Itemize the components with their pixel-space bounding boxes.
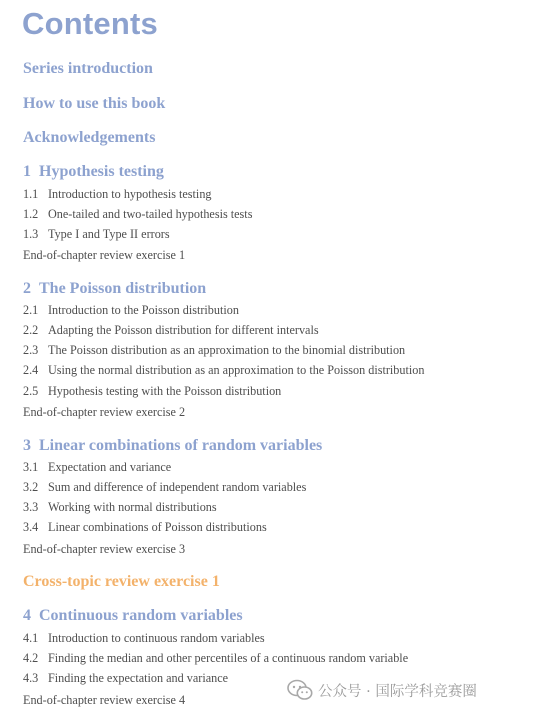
- toc-series-introduction[interactable]: Series introduction: [23, 60, 153, 77]
- section-number: 4.2: [23, 651, 39, 665]
- section-number: 4.1: [23, 631, 39, 645]
- chapter-title: Hypothesis testing: [39, 163, 164, 180]
- chapter-number: 4: [23, 607, 31, 624]
- section-title: Introduction to hypothesis testing: [48, 187, 212, 201]
- section-number: 1.1: [23, 187, 39, 201]
- toc-section[interactable]: [23, 500, 217, 515]
- toc-section[interactable]: [23, 520, 267, 535]
- toc-review-exercise[interactable]: End-of-chapter review exercise 3: [23, 542, 186, 556]
- watermark: [287, 679, 477, 701]
- toc-section[interactable]: [23, 631, 265, 646]
- toc-section[interactable]: [23, 460, 171, 475]
- toc-section[interactable]: [23, 480, 306, 495]
- toc-section[interactable]: [23, 384, 281, 399]
- section-number: 1.2: [23, 207, 39, 221]
- section-title: The Poisson distribution as an approximation to the binomial distribution: [48, 343, 406, 357]
- section-title: Working with normal distributions: [48, 500, 217, 514]
- section-number: 2.2: [23, 323, 39, 337]
- toc-review-exercise[interactable]: End-of-chapter review exercise 1: [23, 248, 186, 262]
- section-title: Expectation and variance: [48, 460, 172, 474]
- toc-section[interactable]: [23, 227, 170, 242]
- section-title: Sum and difference of independent random variables: [48, 480, 307, 494]
- toc-section[interactable]: [23, 651, 408, 666]
- chapter-title: Linear combinations of random variables: [39, 437, 323, 454]
- section-title: Using the normal distribution as an approximation to the Poisson distribution: [48, 363, 425, 377]
- section-title: Introduction to continuous random variables: [48, 631, 265, 645]
- section-title: One-tailed and two-tailed hypothesis tests: [48, 207, 253, 221]
- chapter-heading[interactable]: [23, 437, 322, 455]
- section-title: Finding the median and other percentiles of a continuous random variable: [48, 651, 409, 665]
- section-number: 2.1: [23, 303, 39, 317]
- toc-section[interactable]: [23, 363, 424, 378]
- section-number: 3.4: [23, 520, 39, 534]
- wechat-icon: [287, 679, 313, 701]
- section-number: 1.3: [23, 227, 39, 241]
- watermark-text: 公众号 · 国际学科竞赛圈: [318, 683, 477, 700]
- chapter-heading[interactable]: [23, 280, 206, 298]
- chapter-title: The Poisson distribution: [39, 280, 207, 297]
- section-title: Adapting the Poisson distribution for different intervals: [48, 323, 319, 337]
- section-title: Finding the expectation and variance: [48, 671, 229, 685]
- section-number: 2.5: [23, 384, 39, 398]
- chapter-number: 1: [23, 163, 31, 180]
- section-number: 3.1: [23, 460, 39, 474]
- section-title: Introduction to the Poisson distribution: [48, 303, 239, 317]
- section-number: 2.3: [23, 343, 39, 357]
- chapter-heading[interactable]: [23, 163, 164, 181]
- section-number: 3.3: [23, 500, 39, 514]
- chapter-title: Continuous random variables: [39, 607, 243, 624]
- toc-review-exercise[interactable]: End-of-chapter review exercise 4: [23, 693, 186, 707]
- chapter-heading[interactable]: [23, 607, 243, 625]
- toc-how-to-use[interactable]: How to use this book: [23, 95, 166, 112]
- toc-review-exercise[interactable]: End-of-chapter review exercise 2: [23, 405, 186, 419]
- section-number: 3.2: [23, 480, 39, 494]
- chapter-number: 2: [23, 280, 31, 297]
- section-title: Hypothesis testing with the Poisson distribution: [48, 384, 282, 398]
- toc-section[interactable]: [23, 343, 405, 358]
- toc-section[interactable]: [23, 207, 252, 222]
- toc-section[interactable]: [23, 303, 239, 318]
- toc-cross-topic-review[interactable]: Cross-topic review exercise 1: [23, 573, 220, 590]
- section-title: Type I and Type II errors: [48, 227, 170, 241]
- toc-section[interactable]: [23, 671, 228, 686]
- section-title: Linear combinations of Poisson distributions: [48, 520, 267, 534]
- toc-acknowledgements[interactable]: Acknowledgements: [23, 129, 156, 146]
- toc-section[interactable]: [23, 323, 319, 338]
- chapter-number: 3: [23, 437, 31, 454]
- toc-section[interactable]: [23, 187, 212, 202]
- page-title: Contents: [22, 6, 158, 41]
- section-number: 2.4: [23, 363, 39, 377]
- section-number: 4.3: [23, 671, 39, 685]
